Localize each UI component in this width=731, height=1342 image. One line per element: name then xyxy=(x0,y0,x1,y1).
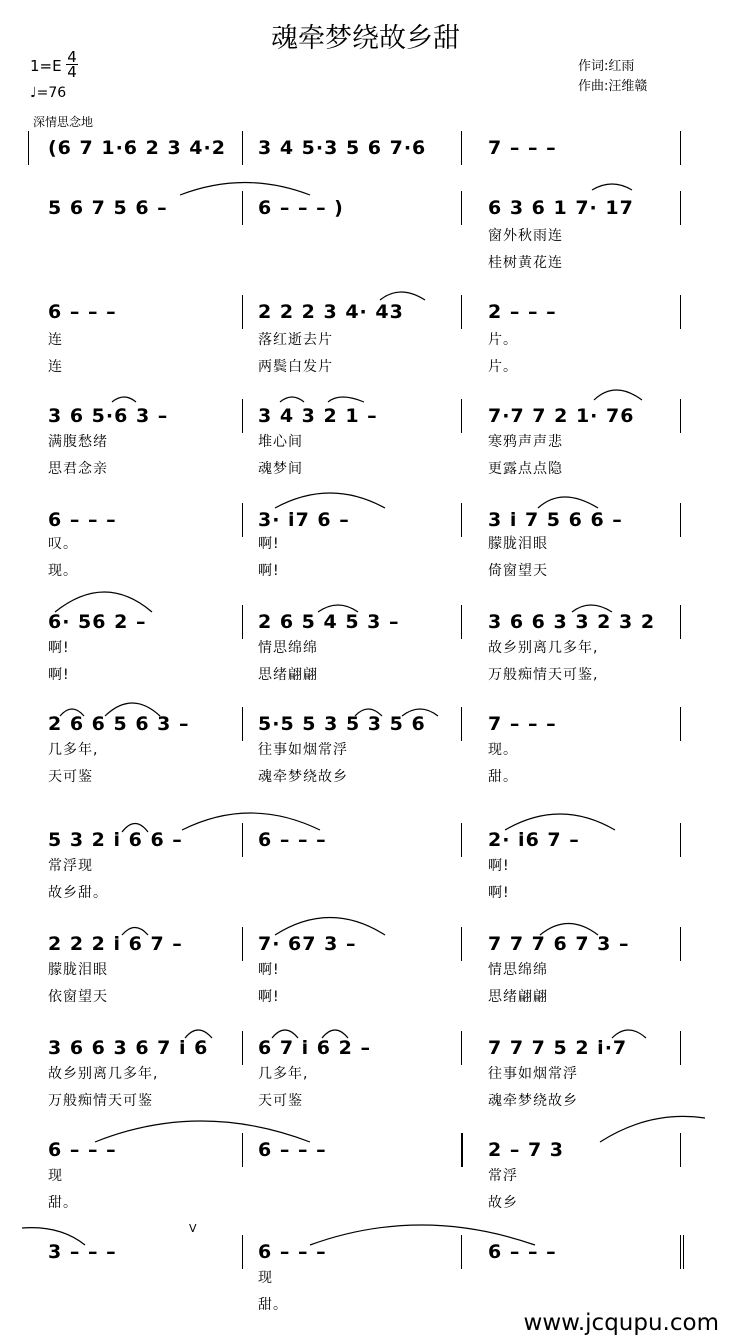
measure-notes: 6 – – – xyxy=(48,509,117,531)
slur xyxy=(318,605,358,612)
measure-notes: 7 – – – xyxy=(488,137,557,159)
measure-notes: 7 7 7 5 2 i·7 xyxy=(488,1037,628,1059)
slur xyxy=(272,1030,298,1038)
lyric-verse-1: 常浮现 xyxy=(48,858,93,874)
lyric-verse-2: 啊! xyxy=(48,667,70,683)
lyric-verse-2: 啊! xyxy=(488,885,510,901)
lyric-verse-1: 现 xyxy=(258,1270,273,1286)
lyric-verse-1: 朦胧泪眼 xyxy=(48,962,108,978)
measure-notes: 3 – – – xyxy=(48,1241,117,1263)
slur xyxy=(185,1030,212,1038)
slur xyxy=(182,813,320,830)
measure-notes: 3 4 5·3 5 6 7·6 xyxy=(258,137,427,159)
lyric-verse-2: 故乡 xyxy=(488,1195,518,1211)
lyric-verse-1: 连 xyxy=(48,332,63,348)
lyric-verse-2: 甜。 xyxy=(258,1297,288,1313)
lyric-verse-1: 堆心间 xyxy=(258,434,303,450)
measure-notes: 5 6 7 5 6 – xyxy=(48,197,168,219)
lyric-verse-1: 情思绵绵 xyxy=(258,640,318,656)
lyric-verse-1: 情思绵绵 xyxy=(488,962,548,978)
slur xyxy=(95,1121,310,1142)
lyric-verse-1: 往事如烟常浮 xyxy=(258,742,348,758)
slur xyxy=(180,183,310,196)
slur xyxy=(592,184,632,190)
lyric-verse-1: 寒鸦声声悲 xyxy=(488,434,563,450)
slur xyxy=(122,928,148,936)
slur xyxy=(60,709,84,716)
lyric-verse-2: 魂牵梦绕故乡 xyxy=(258,769,348,785)
lyric-verse-1: 满腹愁绪 xyxy=(48,434,108,450)
breath-mark: V xyxy=(189,1222,197,1235)
measure-notes: 2 6 6 5 6 3 – xyxy=(48,713,190,735)
measure-notes: 6 – – – xyxy=(48,301,117,323)
slur xyxy=(572,605,612,612)
lyric-verse-2: 故乡甜。 xyxy=(48,885,108,901)
lyric-verse-2: 思君念亲 xyxy=(48,461,108,477)
measure-notes: 2 2 2 3 4· 43 xyxy=(258,301,404,323)
measure-notes: 7 – – – xyxy=(488,713,557,735)
lyricist: 作词:红雨 xyxy=(578,59,635,74)
lyric-verse-1: 往事如烟常浮 xyxy=(488,1066,578,1082)
measure-notes: 2· i6 7 – xyxy=(488,829,580,851)
slur xyxy=(328,397,364,402)
lyric-verse-2: 魂牵梦绕故乡 xyxy=(488,1093,578,1109)
slur xyxy=(538,497,598,508)
slur xyxy=(402,709,438,716)
measure-notes: 2 2 2 i 6 7 – xyxy=(48,933,183,955)
measure-notes: 3 6 6 3 3 2 3 2 xyxy=(488,611,656,633)
lyric-verse-1: 叹。 xyxy=(48,536,78,552)
lyric-verse-2: 啊! xyxy=(258,989,280,1005)
measure-notes: 3· i7 6 – xyxy=(258,509,350,531)
lyric-verse-2: 倚窗望天 xyxy=(488,563,548,579)
measure-notes: 3 6 6 3 6 7 i 6 xyxy=(48,1037,209,1059)
slur xyxy=(310,1225,535,1245)
lyric-verse-1: 啊! xyxy=(48,640,70,656)
slur xyxy=(112,397,136,402)
key-signature: 1=E xyxy=(30,57,62,75)
lyric-verse-2: 甜。 xyxy=(488,769,518,785)
lyric-verse-1: 现 xyxy=(48,1168,63,1184)
lyric-verse-2: 甜。 xyxy=(48,1195,78,1211)
measure-notes: 7·7 7 2 1· 76 xyxy=(488,405,635,427)
measure-notes: 6 7 i 6 2 – xyxy=(258,1037,371,1059)
slur xyxy=(275,918,385,936)
lyric-verse-2: 更露点点隐 xyxy=(488,461,563,477)
lyric-verse-2: 啊! xyxy=(258,563,280,579)
lyric-verse-1: 片。 xyxy=(488,332,518,348)
lyric-verse-1: 落红逝去片 xyxy=(258,332,333,348)
measure-notes: 6 – – – xyxy=(48,1139,117,1161)
lyric-verse-1: 啊! xyxy=(258,962,280,978)
lyric-verse-1: 几多年, xyxy=(258,1066,309,1082)
lyric-verse-2: 万般痴情天可鉴 xyxy=(48,1093,153,1109)
slur xyxy=(22,1228,85,1245)
measure-notes: 6 – – – ) xyxy=(258,197,344,219)
measure-notes: (6 7 1·6 2 3 4·2 xyxy=(48,137,226,159)
measure-notes: 7 7 7 6 7 3 – xyxy=(488,933,630,955)
measure-notes: 5 3 2 i 6 6 – xyxy=(48,829,183,851)
time-signature-top: 4 xyxy=(67,48,77,66)
lyric-verse-2: 桂树黄花连 xyxy=(488,255,563,271)
slur xyxy=(275,493,385,508)
measure-notes: 2 – 7 3 xyxy=(488,1139,565,1161)
lyric-verse-2: 天可鉴 xyxy=(258,1093,303,1109)
lyric-verse-2: 片。 xyxy=(488,359,518,375)
measure-notes: 3 4 3 2 1 – xyxy=(258,405,378,427)
lyric-verse-2: 依窗望天 xyxy=(48,989,108,1005)
slur xyxy=(600,1116,705,1142)
lyric-verse-2: 两鬓白发片 xyxy=(258,359,333,375)
slur xyxy=(612,1030,646,1038)
slur xyxy=(280,397,304,402)
measure-notes: 2 – – – xyxy=(488,301,557,323)
measure-notes: 7· 67 3 – xyxy=(258,933,357,955)
slur xyxy=(122,824,148,833)
slur xyxy=(380,292,425,300)
composer: 作曲:汪维赣 xyxy=(578,79,648,94)
lyric-verse-1: 几多年, xyxy=(48,742,99,758)
lyric-verse-1: 啊! xyxy=(258,536,280,552)
measure-notes: 3 i 7 5 6 6 – xyxy=(488,509,623,531)
slur xyxy=(322,1030,348,1038)
tempo-value: =76 xyxy=(36,85,67,101)
measure-notes: 6 – – – xyxy=(258,1241,327,1263)
measure-notes: 3 6 5·6 3 – xyxy=(48,405,169,427)
lyric-verse-1: 啊! xyxy=(488,858,510,874)
measure-notes: 6 – – – xyxy=(488,1241,557,1263)
lyric-verse-2: 天可鉴 xyxy=(48,769,93,785)
song-title: 魂牵梦绕故乡甜 xyxy=(271,23,460,54)
lyric-verse-1: 窗外秋雨连 xyxy=(488,228,563,244)
expression-mark: 深情思念地 xyxy=(33,115,94,129)
measure-notes: 6 3 6 1 7· 17 xyxy=(488,197,634,219)
time-signature-bottom: 4 xyxy=(67,63,77,81)
slur xyxy=(55,592,152,612)
measure-notes: 6 – – – xyxy=(258,1139,327,1161)
lyric-verse-1: 朦胧泪眼 xyxy=(488,536,548,552)
quarter-note-icon: ♩ xyxy=(30,85,37,101)
slur xyxy=(505,814,615,830)
watermark: www.jcqupu.com xyxy=(523,1310,719,1336)
lyric-verse-2: 思绪翩翩 xyxy=(258,667,318,683)
lyric-verse-1: 故乡别离几多年, xyxy=(488,640,599,656)
measure-notes: 2 6 5 4 5 3 – xyxy=(258,611,400,633)
measure-notes: 6 – – – xyxy=(258,829,327,851)
measure-notes: 6· 56 2 – xyxy=(48,611,147,633)
lyric-verse-2: 思绪翩翩 xyxy=(488,989,548,1005)
lyric-verse-2: 魂梦间 xyxy=(258,461,303,477)
slur xyxy=(540,924,598,936)
lyric-verse-2: 现。 xyxy=(48,563,78,579)
slur xyxy=(105,703,160,716)
measure-notes: 5·5 5 3 5 3 5 6 xyxy=(258,713,426,735)
slur xyxy=(594,390,642,400)
lyric-verse-1: 常浮 xyxy=(488,1168,518,1184)
lyric-verse-2: 连 xyxy=(48,359,63,375)
slur xyxy=(355,709,382,716)
lyric-verse-1: 故乡别离几多年, xyxy=(48,1066,159,1082)
lyric-verse-2: 万般痴情天可鉴, xyxy=(488,667,599,683)
lyric-verse-1: 现。 xyxy=(488,742,518,758)
